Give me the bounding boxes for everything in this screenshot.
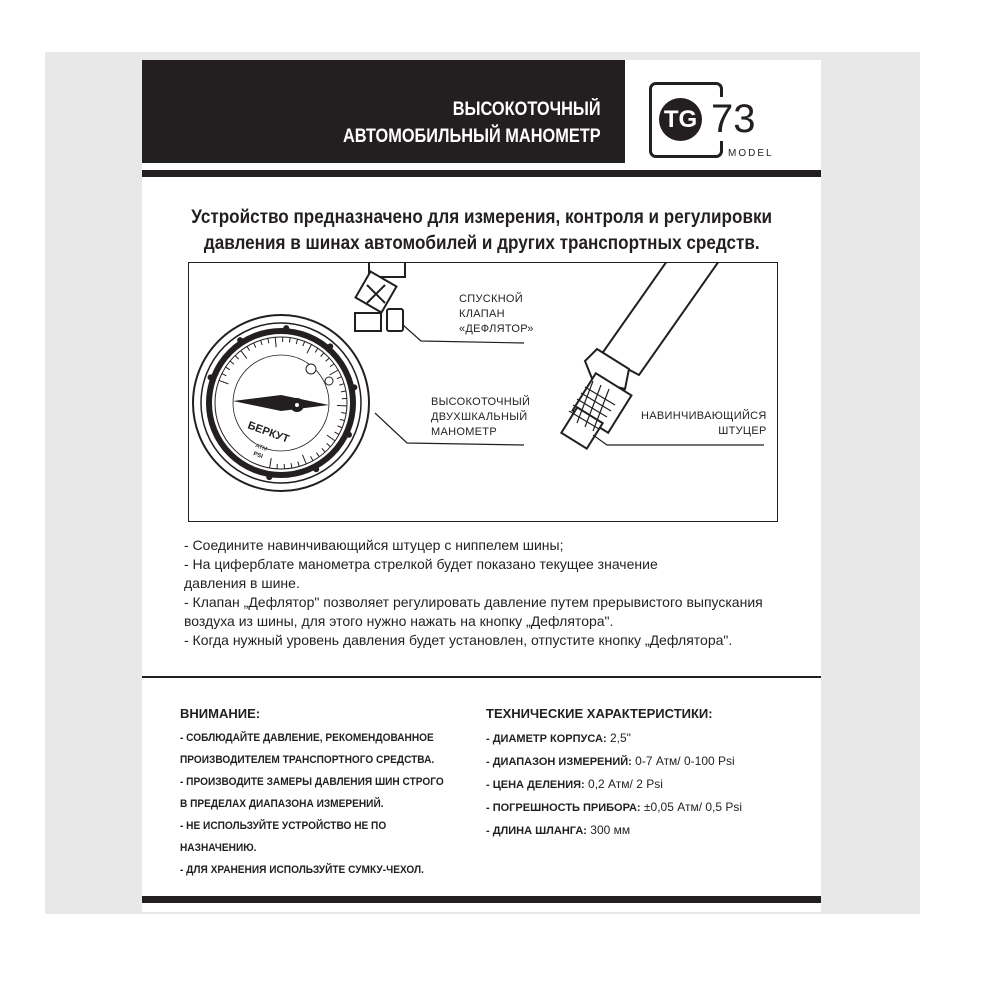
spec-value: ±0,05 Атм/ 0,5 Psi (640, 800, 743, 814)
gauge-marker (346, 432, 352, 438)
spec-label: - ДИАМЕТР КОРПУСА: (486, 733, 607, 745)
spec-row (486, 796, 806, 819)
spec-row (486, 773, 806, 796)
deflator-label-line-3: «ДЕФЛЯТОР» (459, 323, 534, 335)
deflator-label-line-1: СПУСКНОЙ (459, 293, 523, 305)
title-line-1: ВЫСОКОТОЧНЫЙ (453, 99, 601, 120)
page-title (343, 96, 601, 150)
gauge-label (431, 395, 530, 440)
title-line-2: АВТОМОБИЛЬНЫЙ МАНОМЕТР (343, 126, 601, 147)
spec-value: 300 мм (586, 823, 631, 837)
deflator-label (459, 292, 534, 337)
spec-row (486, 727, 806, 750)
gauge-brand-text: БЕРКУТ (245, 419, 291, 446)
spec-value: 2,5" (606, 731, 631, 745)
logo-number: 73 (711, 97, 756, 141)
intro-line-1: Устройство предназначено для измерения, контроля и регулировки (191, 207, 772, 228)
gauge-unit-atm: ATM (254, 443, 268, 454)
warning-item: - СОБЛЮДАЙТЕ ДАВЛЕНИЕ, РЕКОМЕНДОВАННОЕ ПРОИЗВОДИТЕЛЕМ ТРАНСПОРТНОГО СРЕДСТВА. (180, 732, 435, 766)
warning-item: - ДЛЯ ХРАНЕНИЯ ИСПОЛЬЗУЙТЕ СУМКУ-ЧЕХОЛ. (180, 864, 424, 876)
warning-section (180, 706, 480, 881)
step-item: - Соедините навинчивающийся штуцер с ниппелем шины; (184, 537, 564, 553)
fitting-label-line-2: ШТУЦЕР (718, 425, 767, 437)
gauge-marker (266, 474, 272, 480)
step-item: - Когда нужный уровень давления будет установлен, отпустите кнопку „Дефлятора". (184, 632, 733, 648)
valve-body (355, 263, 405, 331)
gauge-tick (289, 338, 290, 343)
warning-item: - НЕ ИСПОЛЬЗУЙТЕ УСТРОЙСТВО НЕ ПО НАЗНАЧЕНИЮ. (180, 820, 387, 854)
spec-label: - ДИАПАЗОН ИЗМЕРЕНИЙ: (486, 756, 632, 768)
usage-steps (184, 536, 804, 650)
spec-value: 0-7 Атм/ 0-100 Psi (631, 754, 735, 768)
fitting-label-line-1: НАВИНЧИВАЮЩИЙСЯ (641, 410, 767, 422)
spec-label: - ПОГРЕШНОСТЬ ПРИБОРА: (486, 802, 641, 814)
gauge-marker (327, 343, 333, 349)
gauge-marker (351, 384, 357, 390)
warning-item: - ПРОИЗВОДИТЕ ЗАМЕРЫ ДАВЛЕНИЯ ШИН СТРОГО В ПРЕДЕЛАХ ДИАПАЗОНА ИЗМЕРЕНИЙ. (180, 776, 444, 810)
model-logo (649, 82, 779, 164)
spec-row (486, 819, 806, 842)
gauge-label-line-1: ВЫСОКОТОЧНЫЙ (431, 396, 531, 408)
gauge-marker (283, 325, 289, 331)
specifications-title: ТЕХНИЧЕСКИЕ ХАРАКТЕРИСТИКИ: (486, 706, 713, 721)
top-divider (142, 170, 821, 177)
intro-line-2: давления в шинах автомобилей и других транспортных средств. (203, 233, 760, 254)
spec-label: - ДЛИНА ШЛАНГА: (486, 825, 587, 837)
step-item: - На циферблате манометра стрелкой будет показано текущее значение давления в шине. (184, 556, 658, 591)
gauge-label-line-2: ДВУХШКАЛЬНЫЙ (431, 411, 528, 423)
fitting-label (641, 409, 767, 439)
gauge-label-line-3: МАНОМЕТР (431, 426, 497, 438)
spec-row (486, 750, 806, 773)
specifications-section (486, 706, 806, 842)
logo-model-label: MODEL (728, 148, 774, 159)
bottom-divider (142, 896, 821, 903)
gauge-marker (237, 337, 243, 343)
gauge-icon (193, 315, 369, 491)
gauge-unit-psi: PSI (252, 451, 264, 461)
instruction-sheet (142, 60, 821, 912)
header-banner (142, 60, 625, 163)
spec-value: 0,2 Атм/ 2 Psi (584, 777, 663, 791)
spec-label: - ЦЕНА ДЕЛЕНИЯ: (486, 779, 585, 791)
step-item: - Клапан „Дефлятор" позволяет регулировать давление путем прерывистого выпускания воздуха из шины, для этого нужно нажать на кнопку „Дефлятора". (184, 594, 763, 629)
logo-brand: TG (659, 98, 702, 141)
warning-title: ВНИМАНИЕ: (180, 706, 261, 721)
gauge-marker (313, 466, 319, 472)
device-diagram (188, 262, 778, 522)
deflator-label-line-2: КЛАПАН (459, 308, 505, 320)
intro-text (142, 205, 821, 257)
gauge-marker (208, 374, 214, 380)
middle-divider (142, 676, 821, 678)
